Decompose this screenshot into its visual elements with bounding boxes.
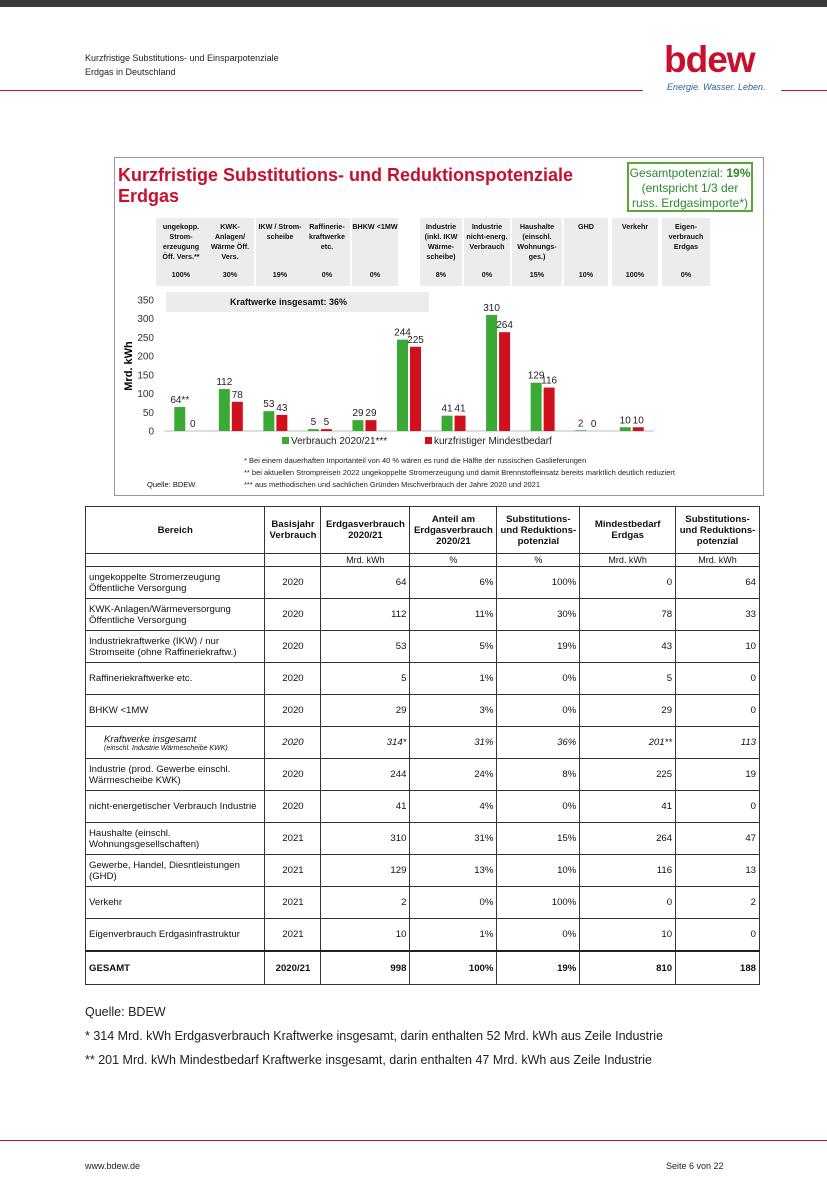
category-percent: 100%	[171, 270, 191, 279]
col-header-potenzial-pct: Substitutions- und Reduktions-potenzial	[497, 507, 580, 554]
category-label: Industrie (inkl. IKW Wärme-scheibe)	[424, 222, 458, 261]
bar-verbrauch	[575, 430, 586, 431]
bar-verbrauch	[531, 383, 542, 431]
cell-potenzial: 10	[676, 631, 760, 663]
cell-jahr: 2020	[265, 695, 321, 727]
y-tick-label: 200	[137, 351, 154, 363]
category-percent: 0%	[321, 270, 333, 279]
cell-verbrauch: 314*	[321, 727, 410, 759]
cell-potenzial: 113	[676, 727, 760, 759]
category-label: Verkehr	[621, 222, 649, 231]
category-percent: 0%	[369, 270, 381, 279]
header-rule-right	[781, 90, 827, 91]
cell-verbrauch: 10	[321, 919, 410, 952]
cell-bereich: Verkehr	[86, 887, 265, 919]
category-percent: 10%	[578, 270, 594, 279]
y-tick-label: 0	[148, 426, 154, 438]
col-header-basisjahr: Basisjahr Verbrauch	[265, 507, 321, 554]
cell-jahr: 2021	[265, 919, 321, 952]
data-label: 0	[189, 419, 196, 430]
data-table	[85, 506, 760, 985]
header-title-line2: Erdgas in Deutschland	[85, 67, 176, 77]
cell-anteil: 24%	[410, 759, 497, 791]
table-row	[86, 695, 760, 727]
cell-jahr: 2020	[265, 599, 321, 631]
cell-bereich: Industrie (prod. Gewerbe einschl. Wärmescheibe KWK)	[86, 759, 265, 791]
chart-source: Quelle: BDEW	[147, 480, 196, 489]
bar-mindestbedarf	[499, 332, 510, 431]
cell-mindest: 5	[580, 663, 676, 695]
category-header	[304, 218, 350, 286]
y-tick-label: 300	[137, 314, 154, 326]
cell-bereich: GESAMT	[86, 951, 265, 985]
cell-anteil: 31%	[410, 823, 497, 855]
category-header	[512, 218, 562, 286]
category-header	[662, 218, 710, 286]
col-header-potenzial: Substitutions- und Reduktions-potenzial	[676, 507, 760, 554]
cell-potenzial_pct: 19%	[497, 631, 580, 663]
unit-cell: %	[410, 554, 497, 567]
cell-potenzial_pct: 0%	[497, 663, 580, 695]
legend-label: Verbrauch 2020/21***	[291, 436, 388, 447]
bar-mindestbedarf	[321, 429, 332, 431]
cell-bereich: ungekoppelte Stromerzeugung Öffentliche Versorgung	[86, 567, 265, 599]
header-rule	[0, 90, 643, 91]
table-row	[86, 759, 760, 791]
bar-mindestbedarf	[276, 415, 287, 431]
cell-bereich: Eigenverbrauch Erdgasinfrastruktur	[86, 919, 265, 952]
bar-verbrauch	[397, 340, 408, 431]
unit-cell: Mrd. kWh	[321, 554, 410, 567]
cell-potenzial: 33	[676, 599, 760, 631]
table-unit-row	[86, 554, 760, 567]
cell-bereich: Industriekraftwerke (IKW) / nur Stromseite (ohne Raffineriekraftw.)	[86, 631, 265, 663]
legend-swatch	[425, 437, 432, 444]
cell-potenzial_pct: 10%	[497, 855, 580, 887]
cell-potenzial: 0	[676, 663, 760, 695]
bar-verbrauch	[174, 407, 185, 431]
cell-verbrauch: 244	[321, 759, 410, 791]
cell-verbrauch: 310	[321, 823, 410, 855]
category-percent: 30%	[222, 270, 238, 279]
unit-cell	[86, 554, 265, 567]
col-header-anteil: Anteil am Erdgasverbrauch 2020/21	[410, 507, 497, 554]
bar-mindestbedarf	[365, 420, 376, 431]
category-label: BHKW <1MW	[352, 222, 398, 231]
bar-chart	[114, 290, 762, 455]
data-label: 116	[541, 375, 558, 387]
data-label: 2	[577, 418, 584, 430]
bar-verbrauch	[219, 389, 230, 431]
cell-jahr: 2020	[265, 759, 321, 791]
cell-verbrauch: 112	[321, 599, 410, 631]
cell-verbrauch: 5	[321, 663, 410, 695]
table-row	[86, 727, 760, 759]
cell-mindest: 116	[580, 855, 676, 887]
col-header-mindestbedarf: Mindestbedarf Erdgas	[580, 507, 676, 554]
logo-slogan: Energie. Wasser. Leben.	[667, 82, 766, 92]
total-potential-value: 19%	[726, 166, 751, 180]
cell-anteil: 1%	[410, 663, 497, 695]
chart-title: Kurzfristige Substitutions- und Reduktionspotenziale Erdgas	[118, 165, 574, 206]
cell-anteil: 1%	[410, 919, 497, 952]
data-label: 129	[527, 370, 545, 382]
cell-verbrauch: 129	[321, 855, 410, 887]
data-label: 5	[310, 417, 317, 429]
total-potential-box	[627, 162, 753, 212]
category-label: IKW / Strom-scheibe	[258, 222, 302, 241]
cell-anteil: 11%	[410, 599, 497, 631]
category-percent: 19%	[272, 270, 288, 279]
chart-footnote-3: *** aus methodischen und sachlichen Gründen Mischverbrauch der Jahre 2020 und 2021	[244, 480, 541, 489]
data-label: 0	[590, 419, 597, 430]
cell-potenzial: 0	[676, 695, 760, 727]
cell-potenzial: 64	[676, 567, 760, 599]
legend-label: kurzfristiger Mindestbedarf	[434, 436, 552, 447]
cell-bereich	[86, 727, 265, 759]
top-bar	[0, 0, 827, 7]
cell-jahr: 2020	[265, 663, 321, 695]
cell-potenzial: 19	[676, 759, 760, 791]
cell-anteil: 6%	[410, 567, 497, 599]
y-tick-label: 150	[137, 370, 154, 382]
row-sublabel: (einschl. Industrie Wärmescheibe KWK)	[104, 744, 228, 752]
data-label: 64**	[170, 395, 190, 407]
category-label: Eigen-verbrauch Erdgas	[668, 222, 704, 251]
cell-jahr: 2021	[265, 887, 321, 919]
table-row	[86, 631, 760, 663]
y-axis-label: Mrd. kWh	[123, 341, 135, 391]
cell-bereich: Haushalte (einschl. Wohnungsgesellschaften)	[86, 823, 265, 855]
category-percent: 15%	[529, 270, 545, 279]
category-label: Haushalte (einschl. Wohnungs-ges.)	[517, 222, 557, 261]
category-header	[352, 218, 398, 286]
category-percent: 8%	[435, 270, 447, 279]
data-label: 10	[632, 415, 644, 427]
category-header	[612, 218, 658, 286]
chart-footnote-2: ** bei aktuellen Strompreisen 2022 ungekoppelte Stromerzeugung und damit Brennstoffeinsatz bereits marktlich deutlich reduziert	[244, 468, 675, 477]
cell-potenzial_pct: 0%	[497, 695, 580, 727]
cell-jahr: 2021	[265, 823, 321, 855]
cell-verbrauch: 53	[321, 631, 410, 663]
category-percent: 100%	[625, 270, 645, 279]
cell-potenzial: 2	[676, 887, 760, 919]
data-label: 264	[496, 320, 513, 332]
cell-bereich: Raffineriekraftwerke etc.	[86, 663, 265, 695]
bar-mindestbedarf	[544, 388, 555, 431]
bar-mindestbedarf	[232, 402, 243, 431]
cell-verbrauch: 64	[321, 567, 410, 599]
cell-anteil: 0%	[410, 887, 497, 919]
category-label: GHD	[578, 222, 594, 231]
legend-swatch	[282, 437, 289, 444]
total-potential-note2: russ. Erdgasimporte*)	[631, 196, 749, 210]
cell-anteil: 5%	[410, 631, 497, 663]
y-tick-label: 350	[137, 295, 154, 307]
note-footnote-1: * 314 Mrd. kWh Erdgasverbrauch Kraftwerke insgesamt, darin enthalten 52 Mrd. kWh aus Zeile Industrie	[85, 1029, 664, 1043]
cell-mindest: 10	[580, 919, 676, 952]
chart-footnote-1: * Bei einem dauerhaften Importanteil von 40 % wären es rund die Hälfte der russischen Gaslieferungen	[244, 456, 587, 465]
cell-verbrauch: 29	[321, 695, 410, 727]
data-label: 310	[483, 302, 500, 314]
note-footnote-2: ** 201 Mrd. kWh Mindestbedarf Kraftwerke insgesamt, darin enthalten 47 Mrd. kWh aus Zeile Industrie	[85, 1053, 652, 1067]
col-header-bereich: Bereich	[86, 507, 265, 554]
cell-potenzial_pct: 100%	[497, 567, 580, 599]
bar-verbrauch	[442, 416, 453, 431]
data-label: 112	[216, 377, 233, 389]
data-label: 225	[407, 334, 424, 346]
cell-bereich: KWK-Anlagen/Wärmeversorgung Öffentliche Versorgung	[86, 599, 265, 631]
bar-verbrauch	[620, 427, 631, 431]
data-label: 43	[276, 402, 288, 414]
total-potential-note1: (entspricht 1/3 der	[641, 181, 739, 195]
cell-anteil: 31%	[410, 727, 497, 759]
cell-potenzial_pct: 100%	[497, 887, 580, 919]
cell-anteil: 13%	[410, 855, 497, 887]
cell-mindest: 0	[580, 887, 676, 919]
table-total-row	[86, 951, 760, 985]
cell-mindest: 29	[580, 695, 676, 727]
data-label: 78	[231, 389, 243, 401]
cell-jahr: 2020	[265, 631, 321, 663]
y-tick-label: 100	[137, 389, 154, 401]
data-label: 5	[323, 417, 330, 429]
category-percent: 0%	[481, 270, 493, 279]
cell-mindest: 264	[580, 823, 676, 855]
footer-rule	[0, 1140, 827, 1141]
cell-potenzial_pct: 0%	[497, 919, 580, 952]
data-label: 41	[441, 403, 453, 415]
cell-verbrauch: 998	[321, 951, 410, 985]
bar-mindestbedarf	[410, 347, 421, 431]
total-potential-label: Gesamtpotenzial:	[629, 166, 727, 180]
table-row	[86, 791, 760, 823]
cell-potenzial: 188	[676, 951, 760, 985]
y-tick-label: 50	[142, 407, 154, 419]
cell-jahr: 2020	[265, 727, 321, 759]
unit-cell	[265, 554, 321, 567]
data-label: 244	[394, 327, 411, 339]
cell-jahr: 2021	[265, 855, 321, 887]
table-row	[86, 567, 760, 599]
cell-mindest: 0	[580, 567, 676, 599]
table-header-row	[86, 507, 760, 554]
table-row	[86, 599, 760, 631]
cell-potenzial: 0	[676, 919, 760, 952]
bar-verbrauch	[352, 420, 363, 431]
cell-bereich: nicht-energetischer Verbrauch Industrie	[86, 791, 265, 823]
cell-anteil: 4%	[410, 791, 497, 823]
cell-potenzial_pct: 8%	[497, 759, 580, 791]
category-header	[420, 218, 462, 286]
category-percent: 0%	[680, 270, 692, 279]
bar-mindestbedarf	[633, 427, 644, 431]
cell-bereich: BHKW <1MW	[86, 695, 265, 727]
cell-mindest: 41	[580, 791, 676, 823]
bar-mindestbedarf	[455, 416, 466, 431]
bar-verbrauch	[486, 315, 497, 431]
category-header	[564, 218, 608, 286]
cell-potenzial: 47	[676, 823, 760, 855]
data-label: 41	[454, 403, 466, 415]
cell-jahr: 2020	[265, 791, 321, 823]
table-row	[86, 887, 760, 919]
table-row	[86, 823, 760, 855]
cell-mindest: 43	[580, 631, 676, 663]
category-label: ungekopp. Strom-erzeugung Öff. Vers.**	[162, 222, 200, 261]
unit-cell: Mrd. kWh	[580, 554, 676, 567]
cell-potenzial_pct: 30%	[497, 599, 580, 631]
data-label: 53	[263, 399, 275, 411]
bdew-logo: bdew	[664, 39, 755, 80]
cell-potenzial_pct: 19%	[497, 951, 580, 985]
unit-cell: %	[497, 554, 580, 567]
cell-anteil: 100%	[410, 951, 497, 985]
category-label: Raffinerie-kraftwerke etc.	[309, 222, 345, 251]
header-title-line1: Kurzfristige Substitutions- und Einsparpotenziale	[85, 53, 279, 63]
cell-verbrauch: 41	[321, 791, 410, 823]
cell-mindest: 201**	[580, 727, 676, 759]
category-header	[206, 218, 254, 286]
cell-potenzial_pct: 0%	[497, 791, 580, 823]
cell-anteil: 3%	[410, 695, 497, 727]
cell-potenzial_pct: 36%	[497, 727, 580, 759]
footer-page-number: Seite 6 von 22	[666, 1161, 724, 1171]
cell-jahr: 2020	[265, 567, 321, 599]
cell-potenzial: 13	[676, 855, 760, 887]
bar-verbrauch	[308, 429, 319, 431]
data-label: 29	[365, 408, 377, 420]
table-row	[86, 919, 760, 952]
col-header-verbrauch: Erdgasverbrauch 2020/21	[321, 507, 410, 554]
category-label: KWK-Anlagen/ Wärme Öff. Vers.	[210, 222, 250, 261]
category-header	[464, 218, 510, 286]
unit-cell: Mrd. kWh	[676, 554, 760, 567]
category-label: Industrie nicht-energ. Verbrauch	[466, 222, 508, 251]
cell-mindest: 225	[580, 759, 676, 791]
category-header	[156, 218, 206, 286]
cell-verbrauch: 2	[321, 887, 410, 919]
category-header	[256, 218, 304, 286]
bar-verbrauch	[263, 411, 274, 431]
table-row	[86, 663, 760, 695]
data-label: 29	[352, 408, 364, 420]
cell-potenzial: 0	[676, 791, 760, 823]
cell-jahr: 2020/21	[265, 951, 321, 985]
table-row	[86, 855, 760, 887]
y-tick-label: 250	[137, 332, 154, 344]
data-label: 10	[619, 415, 631, 427]
note-source: Quelle: BDEW	[85, 1005, 166, 1019]
footer-url: www.bdew.de	[85, 1161, 141, 1171]
cell-bereich: Gewerbe, Handel, Diesntleistungen (GHD)	[86, 855, 265, 887]
cell-mindest: 810	[580, 951, 676, 985]
kraftwerke-total-label: Kraftwerke insgesamt: 36%	[166, 292, 429, 312]
row-label: Kraftwerke insgesamt	[104, 733, 197, 745]
cell-mindest: 78	[580, 599, 676, 631]
cell-potenzial_pct: 15%	[497, 823, 580, 855]
